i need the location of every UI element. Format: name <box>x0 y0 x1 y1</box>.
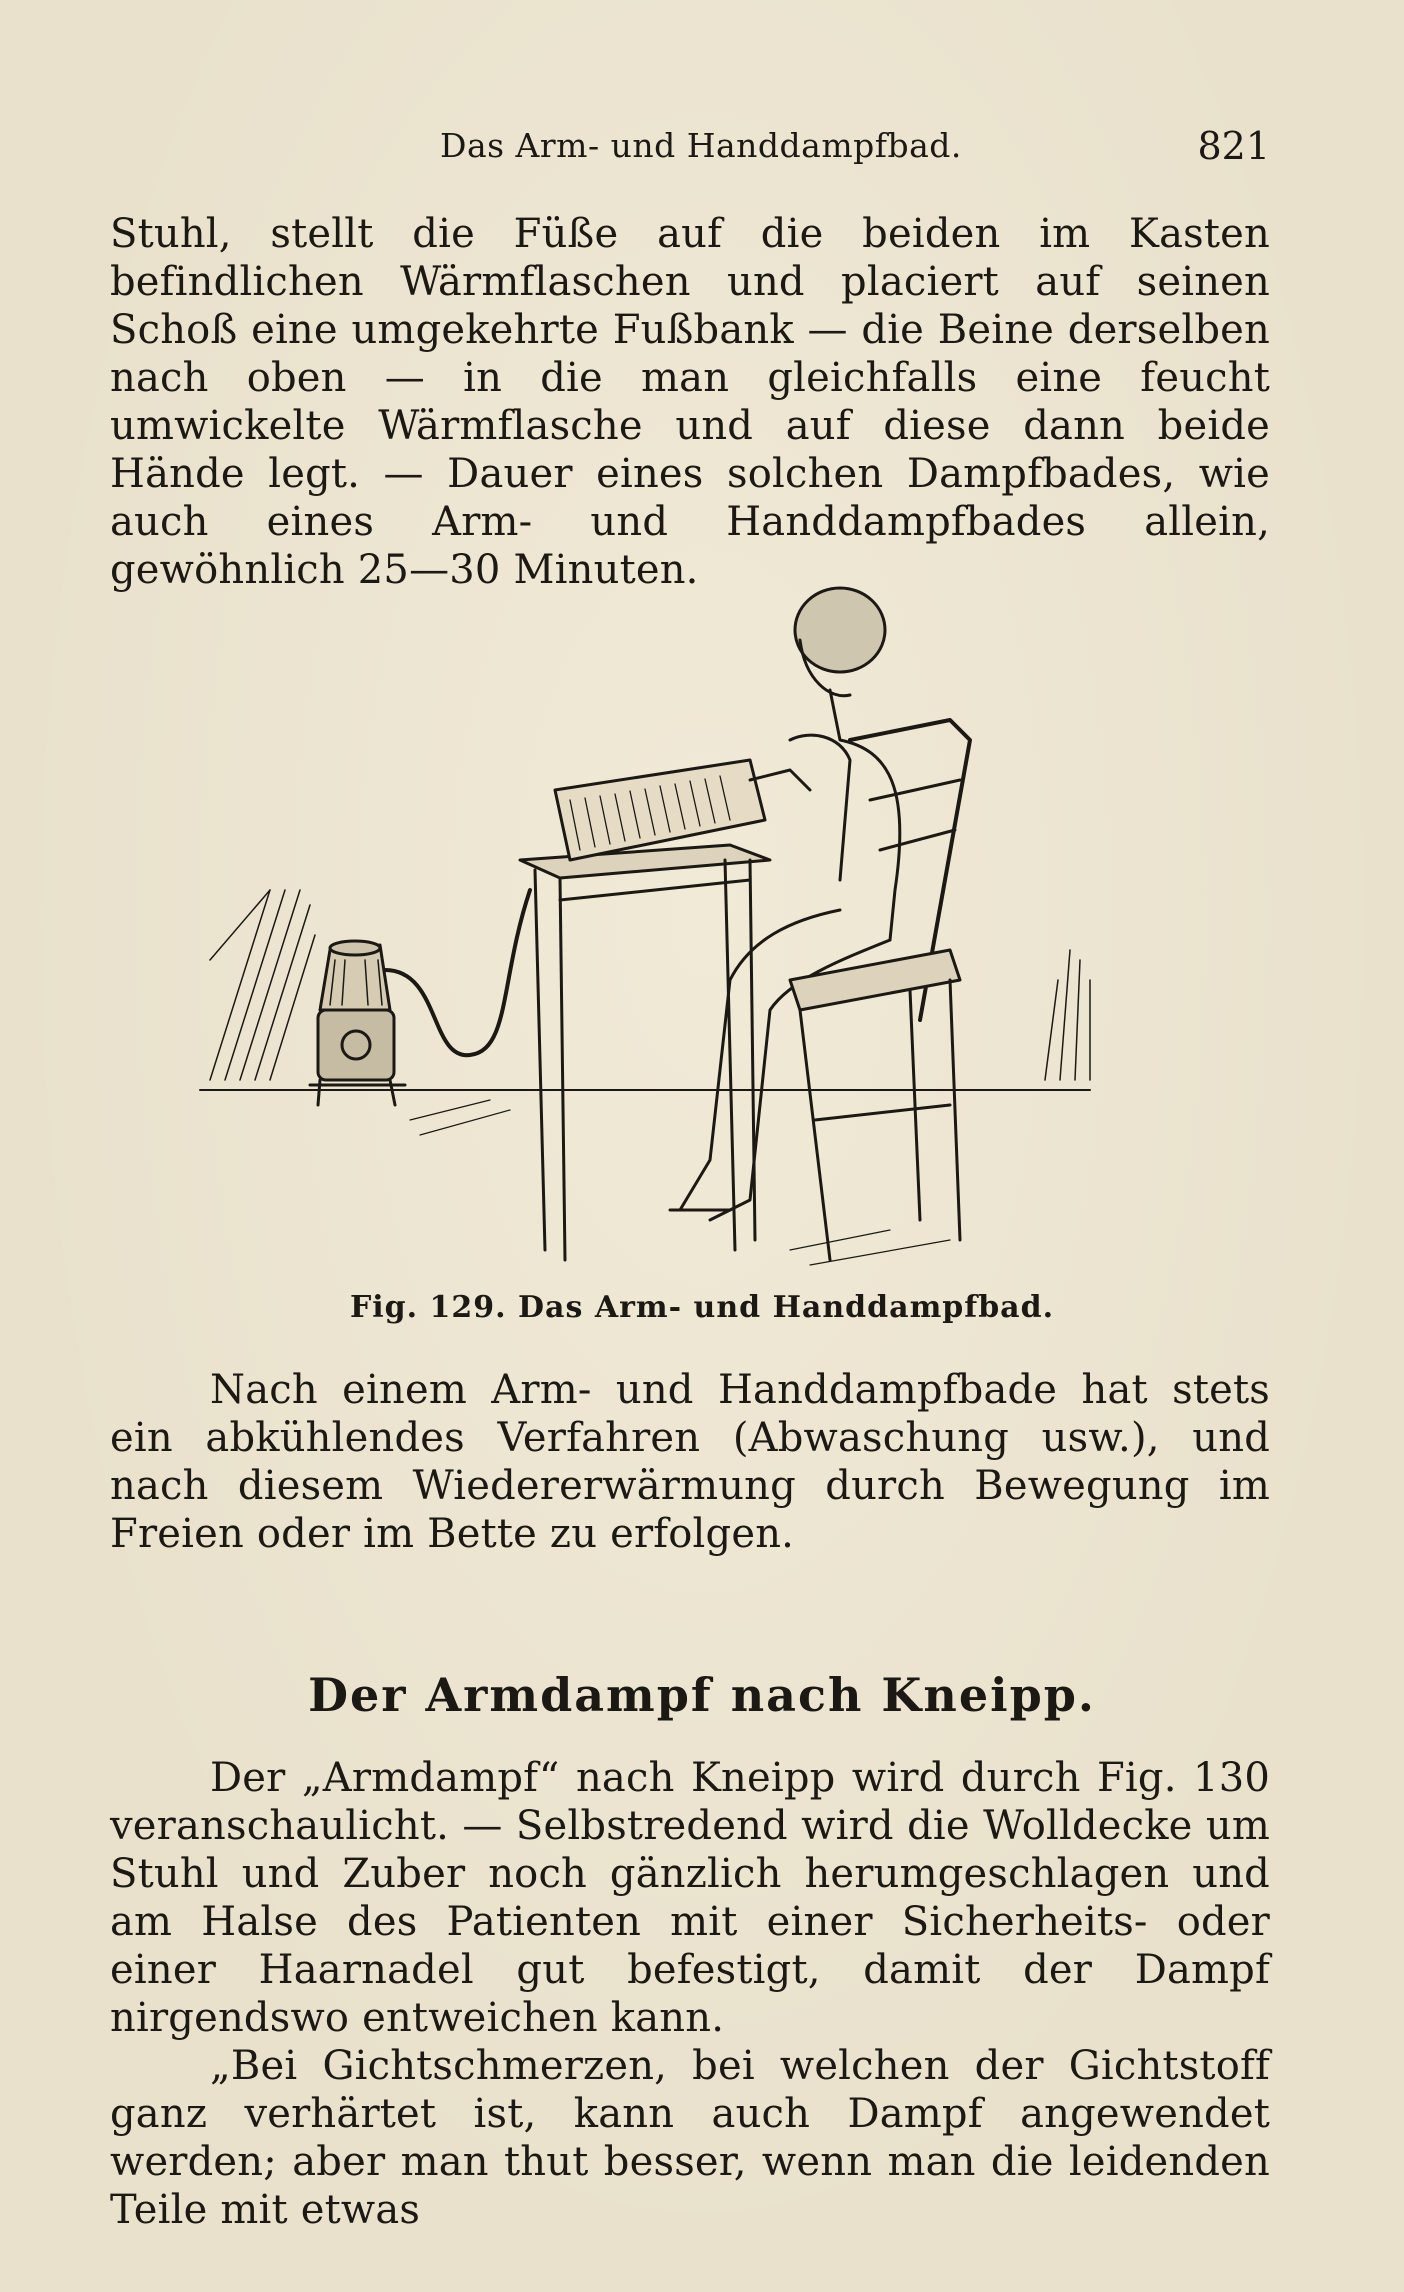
paragraph-3: Der „Armdampf“ nach Kneipp wird durch Fig. 130 veranschaulicht. — Selbstredend wird die Wolldecke um Stuhl und Zuber noch gänzlich herumgeschlagen und am Halse des Patienten mit einer Sicherheits- oder einer Haarnadel gut befestigt, damit der Dampf nirgendswo entweichen kann. <box>110 1755 1270 2041</box>
section-heading: Der Armdampf nach Kneipp. <box>308 1668 1096 1722</box>
figure-caption: Fig. 129. Das Arm- und Handdampfbad. <box>349 1290 1055 1325</box>
paragraph-1: Stuhl, stellt die Füße auf die beiden im Kasten befindlichen Wärmflaschen und placiert auf seinen Schoß eine umgekehrte Fußbank — die Beine derselben nach oben — in die man gleichfalls eine feucht umwickelte Wärmflasche und auf diese dann beide Hände legt. — Dauer eines solchen Dampfbades, wie auch eines Arm- und Handdampfbades allein, gewöhnlich 25—30 Minuten. <box>110 211 1270 593</box>
page-number: 821 <box>1197 124 1270 168</box>
running-title: Das Arm- und Handdampfbad. <box>440 126 962 165</box>
illustration-arm-steam-bath <box>190 560 1190 1280</box>
paragraph-4: „Bei Gichtschmerzen, bei welchen der Gichtstoff ganz verhärtet ist, kann auch Dampf angewendet werden; aber man thut besser, wenn man die leidenden Teile mit etwas <box>110 2043 1270 2233</box>
paragraph-2: Nach einem Arm- und Handdampfbade hat stets ein abkühlendes Verfahren (Abwaschung usw.), und nach diesem Wiedererwärmung durch Bewegung im Freien oder im Bette zu erfolgen. <box>110 1367 1270 1557</box>
running-head <box>110 118 1270 178</box>
